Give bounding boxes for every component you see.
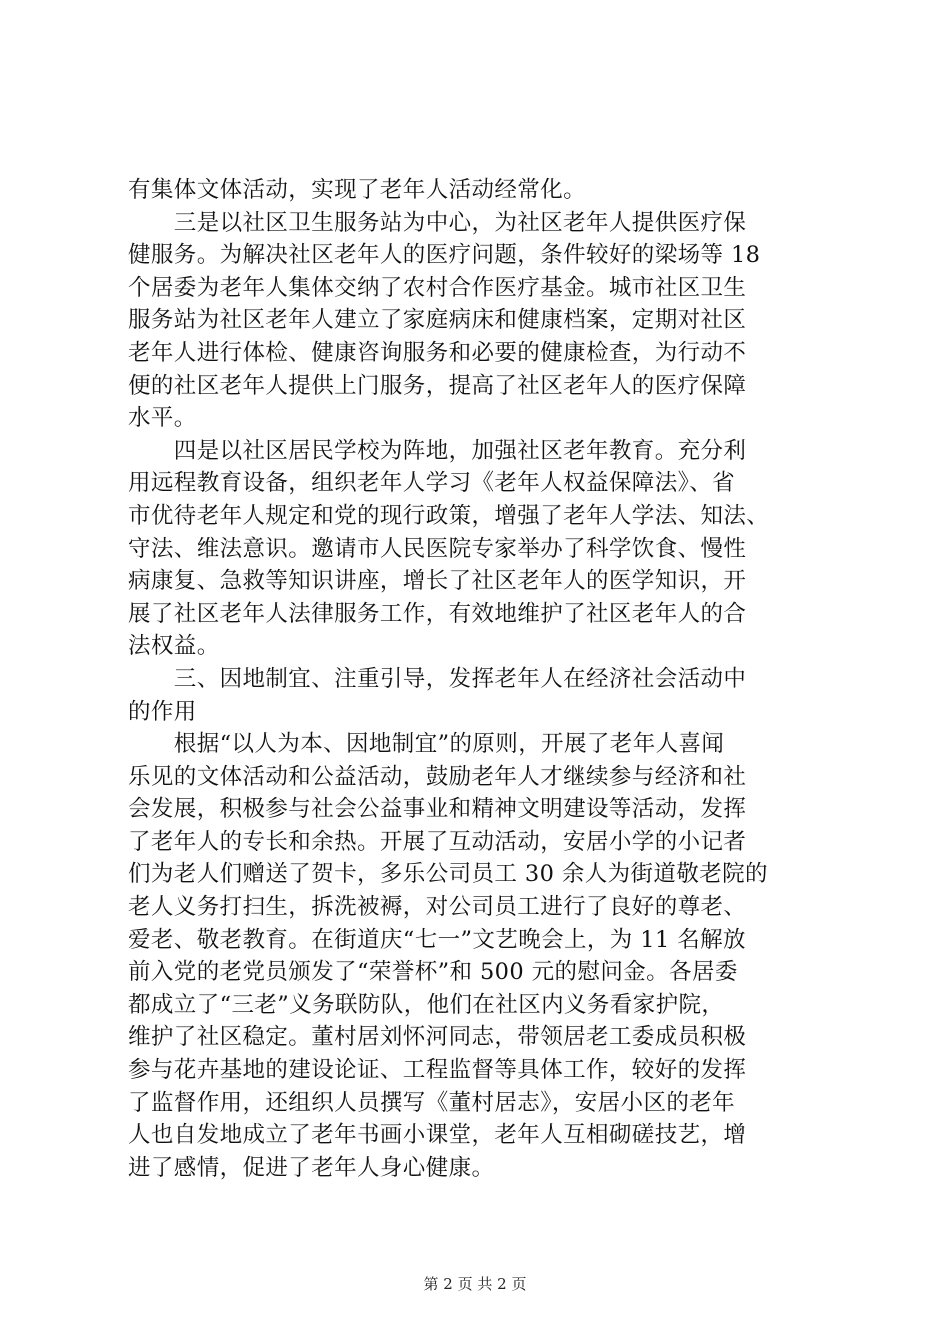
text-line: 前入党的老党员颁发了“荣誉杯”和 500 元的慰问金。各居委 bbox=[128, 959, 738, 986]
text-line: 们为老人们赠送了贺卡，多乐公司员工 30 余人为街道敬老院的 bbox=[128, 861, 768, 888]
text-line: 展了社区老年人法律服务工作，有效地维护了社区老年人的合 bbox=[128, 600, 747, 627]
section-heading-line: 的作用 bbox=[128, 698, 197, 725]
text-line: 了老年人的专长和余热。开展了互动活动，安居小学的小记者 bbox=[128, 828, 747, 855]
text-line: 乐见的文体活动和公益活动，鼓励老年人才继续参与经济和社 bbox=[128, 763, 747, 790]
text-line: 便的社区老年人提供上门服务，提高了社区老年人的医疗保障 bbox=[128, 372, 747, 399]
text-line: 有集体文体活动，实现了老年人活动经常化。 bbox=[128, 177, 587, 203]
text-line: 健服务。为解决社区老年人的医疗问题，条件较好的梁场等 18 bbox=[128, 242, 761, 269]
text-line: 会发展，积极参与社会公益事业和精神文明建设等活动，发挥 bbox=[128, 796, 747, 823]
text-line: 老年人进行体检、健康咨询服务和必要的健康检查，为行动不 bbox=[128, 339, 747, 366]
text-line: 守法、维法意识。邀请市人民医院专家举办了科学饮食、慢性 bbox=[128, 535, 747, 562]
text-line: 人也自发地成立了老年书画小课堂，老年人互相砌磋技艺，增 bbox=[128, 1122, 747, 1149]
text-line: 水平。 bbox=[128, 405, 197, 432]
text-line: 爱老、敬老教育。在街道庆“七一”文艺晚会上，为 11 名解放 bbox=[128, 926, 746, 953]
text-line: 法权益。 bbox=[128, 633, 220, 660]
page-number-footer: 第 2 页 共 2 页 bbox=[423, 1275, 527, 1293]
text-line: 用远程教育设备，组织老年人学习《老年人权益保障法》、省 bbox=[128, 470, 736, 497]
text-line: 个居委为老年人集体交纳了农村合作医疗基金。城市社区卫生 bbox=[128, 274, 747, 301]
text-line: 都成立了“三老”义务联防队，他们在社区内义务看家护院， bbox=[128, 991, 725, 1018]
text-line: 参与花卉基地的建设论证、工程监督等具体工作，较好的发挥 bbox=[128, 1057, 747, 1084]
text-line: 进了感情，促进了老年人身心健康。 bbox=[128, 1154, 495, 1181]
text-line: 服务站为社区老年人建立了家庭病床和健康档案，定期对社区 bbox=[128, 307, 747, 334]
text-line: 四是以社区居民学校为阵地，加强社区老年教育。充分利 bbox=[128, 437, 747, 464]
text-line: 三是以社区卫生服务站为中心，为社区老年人提供医疗保 bbox=[128, 209, 747, 236]
text-line: 维护了社区稳定。董村居刘怀河同志，带领居老工委成员积极 bbox=[128, 1024, 747, 1051]
text-line: 老人义务打扫生，拆洗被褥，对公司员工进行了良好的尊老、 bbox=[128, 894, 747, 921]
section-heading-line: 三、因地制宜、注重引导，发挥老年人在经济社会活动中 bbox=[128, 665, 747, 692]
text-line: 了监督作用，还组织人员撰写《董村居志》，安居小区的老年 bbox=[128, 1089, 736, 1116]
body-text bbox=[128, 174, 838, 1184]
text-line: 市优待老年人规定和党的现行政策，增强了老年人学法、知法、 bbox=[128, 502, 770, 529]
text-line: 病康复、急救等知识讲座，增长了社区老年人的医学知识，开 bbox=[128, 568, 747, 595]
text-line: 根据“以人为本、因地制宜”的原则，开展了老年人喜闻 bbox=[128, 731, 725, 758]
